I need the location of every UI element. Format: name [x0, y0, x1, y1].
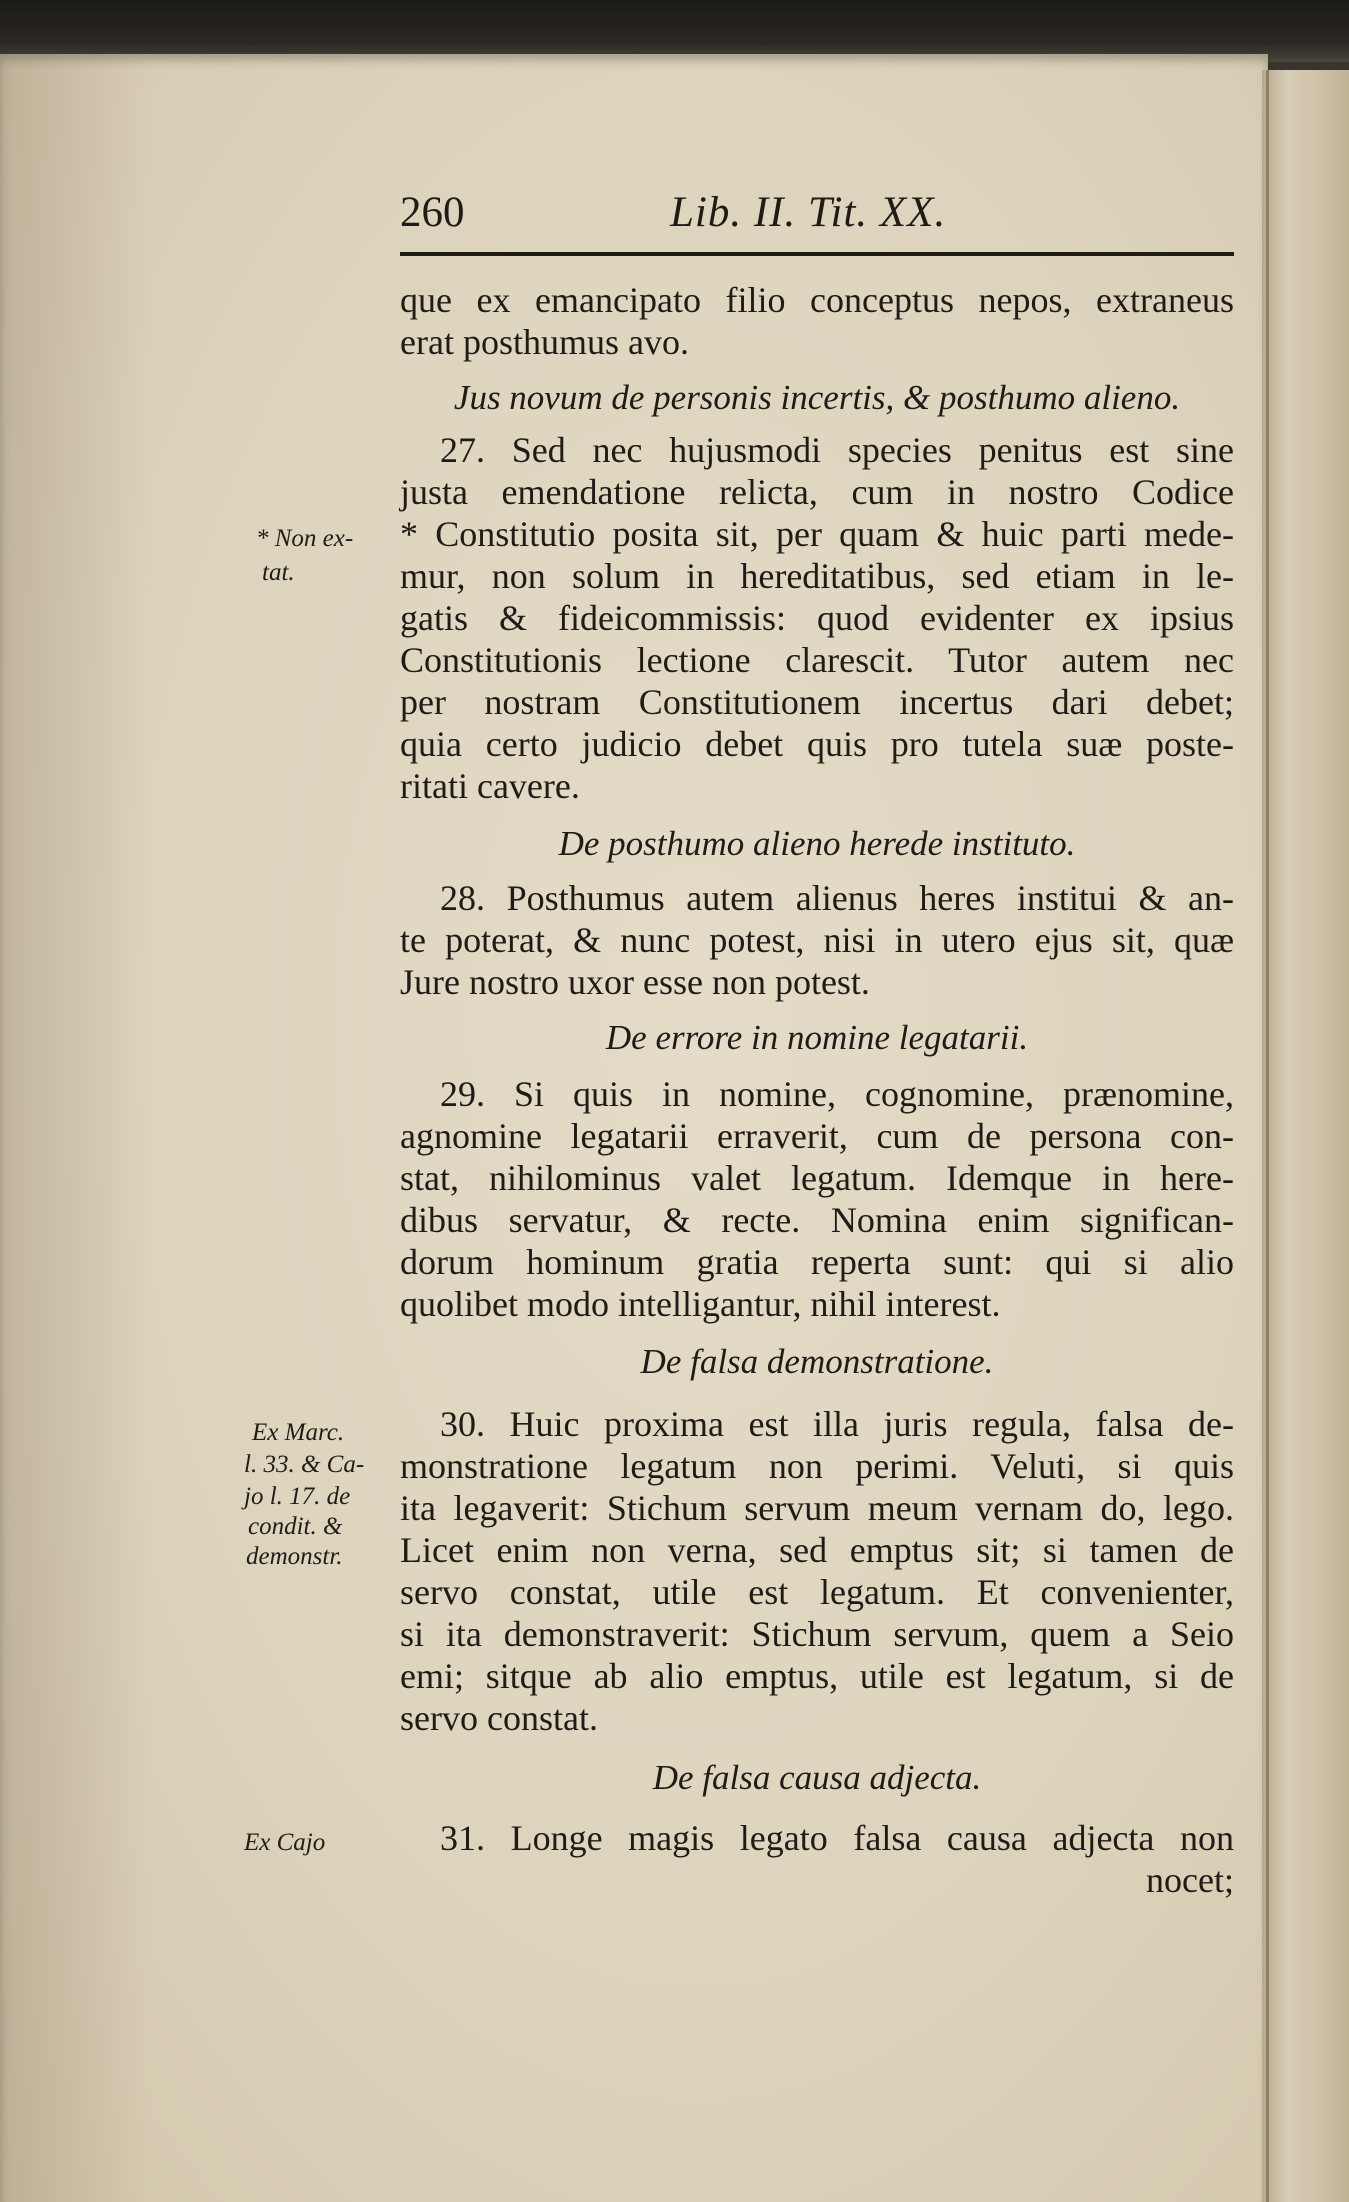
dark-top-band	[0, 0, 1349, 62]
header-rule	[400, 252, 1234, 256]
margin-note-line: * Non ex-	[256, 525, 354, 552]
text-line: 27. Sed nec hujusmodi species penitus est sine	[440, 430, 1234, 470]
page-edge-stack	[1262, 70, 1349, 2202]
margin-note-line: demonstr.	[246, 1543, 343, 1570]
text-line: 31. Longe magis legato falsa causa adjecta non	[440, 1818, 1234, 1858]
text-line: que ex emancipato filio conceptus nepos, extraneus	[400, 280, 1234, 320]
margin-note-line: jo l. 17. de	[244, 1483, 351, 1510]
text-line: si ita demonstraverit: Stichum servum, quem a Seio	[400, 1614, 1234, 1654]
text-line: Licet enim non verna, sed emptus sit; si tamen de	[400, 1530, 1234, 1570]
page-gutter-shadow	[0, 54, 150, 2202]
margin-note-line: tat.	[262, 559, 295, 586]
section-heading: Jus novum de personis incertis, & posthumo alieno.	[453, 378, 1181, 417]
section-heading: De errore in nomine legatarii.	[605, 1018, 1029, 1057]
text-line: quolibet modo intelligantur, nihil interest.	[400, 1284, 1001, 1324]
margin-note-line: Ex Cajo	[244, 1829, 326, 1856]
text-line: ritati cavere.	[400, 766, 580, 806]
text-line: * Constitutio posita sit, per quam & huic parti mede-	[400, 514, 1234, 554]
page-number: 260	[400, 189, 465, 236]
text-line: servo constat, utile est legatum. Et convenienter,	[400, 1572, 1234, 1612]
text-line: dorum hominum gratia reperta sunt: qui si alio	[400, 1242, 1234, 1282]
running-head: Lib. II. Tit. XX.	[670, 189, 947, 236]
text-line: nocet;	[1146, 1860, 1234, 1900]
text-line: justa emendatione relicta, cum in nostro Codice	[400, 472, 1234, 512]
text-line: emi; sitque ab alio emptus, utile est legatum, si de	[400, 1656, 1234, 1696]
section-heading: De falsa demonstratione.	[640, 1342, 994, 1381]
text-line: quia certo judicio debet quis pro tutela suæ poste-	[400, 724, 1234, 764]
text-line: mur, non solum in hereditatibus, sed etiam in le-	[400, 556, 1234, 596]
text-line: servo constat.	[400, 1698, 598, 1738]
text-line: Constitutionis lectione clarescit. Tutor autem nec	[400, 640, 1234, 680]
margin-note-line: l. 33. & Ca-	[244, 1451, 365, 1478]
text-line: per nostram Constitutionem incertus dari debet;	[400, 682, 1234, 722]
text-line: Jure nostro uxor esse non potest.	[400, 962, 870, 1002]
text-line: dibus servatur, & recte. Nomina enim significan-	[400, 1200, 1234, 1240]
text-line: ita legaverit: Stichum servum meum vernam do, lego.	[400, 1488, 1234, 1528]
text-line: erat posthumus avo.	[400, 322, 689, 362]
margin-note-line: Ex Marc.	[252, 1419, 345, 1446]
margin-note-line: condit. &	[248, 1513, 343, 1540]
page-edge-line	[1266, 70, 1269, 2202]
section-heading: De posthumo alieno herede instituto.	[558, 824, 1076, 863]
text-line: 28. Posthumus autem alienus heres institui & an-	[440, 878, 1234, 918]
text-line: gatis & fideicommissis: quod evidenter ex ipsius	[400, 598, 1234, 638]
section-heading: De falsa causa adjecta.	[652, 1758, 982, 1797]
text-line: 30. Huic proxima est illa juris regula, falsa de-	[440, 1404, 1234, 1444]
text-line: stat, nihilominus valet legatum. Idemque in here-	[400, 1158, 1234, 1198]
text-line: 29. Si quis in nomine, cognomine, prænomine,	[440, 1074, 1234, 1114]
text-line: monstratione legatum non perimi. Veluti, si quis	[400, 1446, 1234, 1486]
text-line: te poterat, & nunc potest, nisi in utero ejus sit, quæ	[400, 920, 1234, 960]
text-line: agnomine legatarii erraverit, cum de persona con-	[400, 1116, 1234, 1156]
